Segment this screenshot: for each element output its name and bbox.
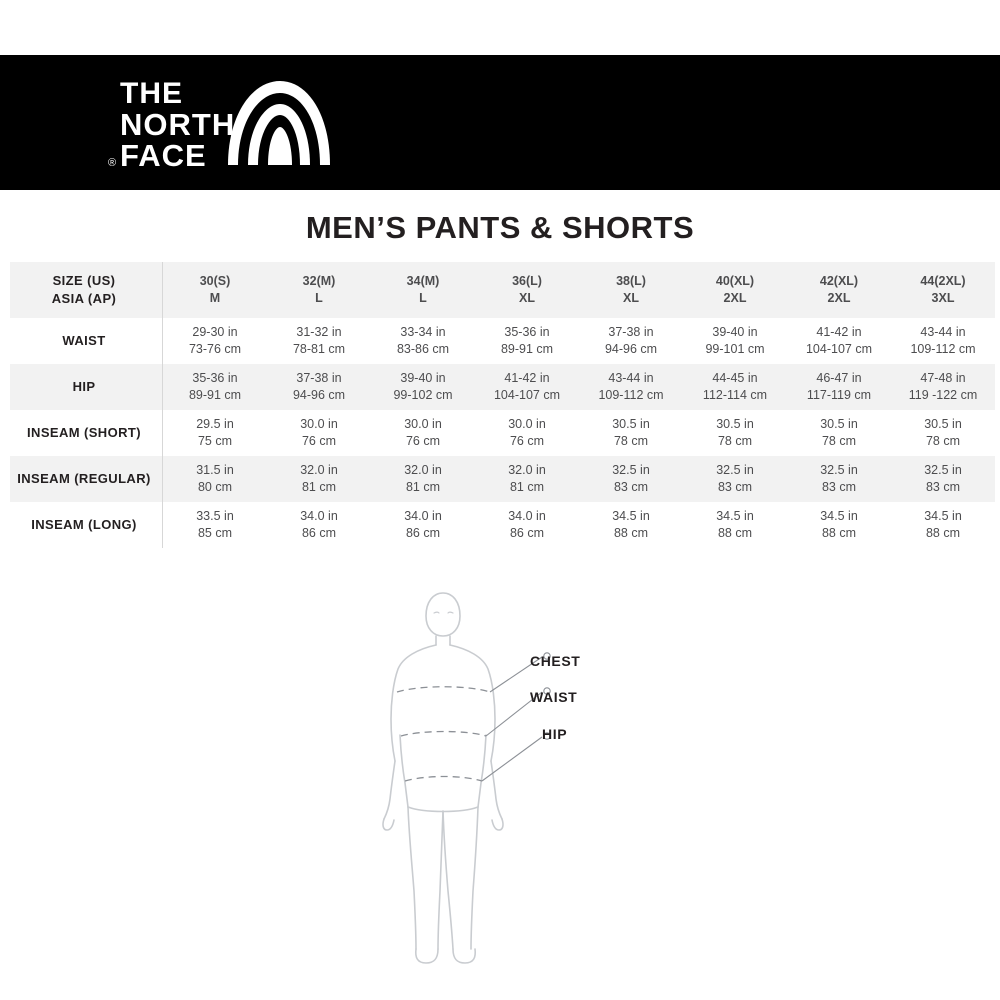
cell-inches: 29-30 in [192,325,238,340]
cell-cm: 86 cm [509,526,545,540]
cell-inches: 43-44 in [920,325,966,340]
table-cell [683,410,787,456]
cell-inches: 32.0 in [404,463,442,478]
table-cell [371,410,475,456]
table-cell [787,502,891,548]
table-cell [163,410,268,456]
hip-measure-line [405,777,482,782]
cell-inches: 30.5 in [716,417,754,432]
table-cell [787,456,891,502]
cell-cm: 78 cm [821,434,857,448]
cell-cm: 89-91 cm [500,342,554,356]
cell-cm: 86 cm [405,526,441,540]
table-header-row [10,262,995,318]
cell-inches: 30.0 in [404,417,442,432]
cell-inches: 34.5 in [820,509,858,524]
cell-inches: 30.0 in [300,417,338,432]
table-cell [475,502,579,548]
svg-text:®: ® [108,157,117,169]
cell-inches: 41-42 in [816,325,862,340]
table-cell [267,456,371,502]
cell-cm: 88 cm [925,526,961,540]
waist-measure-line [401,732,486,737]
table-corner-label [10,262,163,318]
cell-cm: 83 cm [613,480,649,494]
table-cell [891,410,995,456]
cell-inches: 34.5 in [716,509,754,524]
table-cell [891,456,995,502]
table-cell [163,364,268,410]
table-cell [267,364,371,410]
table-cell [891,364,995,410]
cell-cm: 117-119 cm [806,388,872,402]
cell-cm: 76 cm [405,434,441,448]
cell-cm: 99-102 cm [393,388,453,402]
cell-inches: 37-38 in [296,371,342,386]
table-cell [787,410,891,456]
size-chart-table [10,262,990,548]
cell-cm: 76 cm [301,434,337,448]
cell-cm: 88 cm [613,526,649,540]
cell-inches: 41-42 in [504,371,550,386]
cell-cm: 75 cm [197,434,233,448]
table-cell [371,502,475,548]
table-cell [683,364,787,410]
cell-inches: 34.0 in [300,509,338,524]
column-header [787,262,891,318]
column-header [371,262,475,318]
cell-cm: 73-76 cm [188,342,242,356]
column-header [267,262,371,318]
cell-inches: 34.5 in [612,509,650,524]
table-cell [267,318,371,364]
table-cell [475,318,579,364]
body-figure-icon [370,585,630,975]
cell-cm: 109-112 cm [598,388,664,402]
cell-inches: 46-47 in [816,371,862,386]
column-header-us: 40(XL) [715,274,755,289]
table-cell [163,318,268,364]
table-cell [579,364,683,410]
table-row [10,364,995,410]
column-header-us: 44(2XL) [920,274,966,289]
column-header-us: 34(M) [406,274,440,289]
cell-inches: 37-38 in [608,325,654,340]
cell-inches: 32.5 in [924,463,962,478]
cell-cm: 119 -122 cm [908,388,978,402]
column-header-ap: XL [519,291,535,305]
cell-inches: 47-48 in [920,371,966,386]
column-header-ap: L [315,291,323,305]
column-header-us: 30(S) [199,274,231,289]
cell-inches: 39-40 in [712,325,758,340]
table-cell [475,456,579,502]
column-header-ap: 3XL [931,291,955,305]
column-header [475,262,579,318]
cell-inches: 30.5 in [820,417,858,432]
table-cell [787,318,891,364]
column-header-us: 36(L) [512,274,542,289]
table-cell [787,364,891,410]
cell-cm: 81 cm [301,480,337,494]
diagram-label-chest: CHEST [530,653,581,669]
cell-cm: 76 cm [509,434,545,448]
cell-inches: 44-45 in [712,371,758,386]
corner-line-us: SIZE (US) [52,273,116,289]
row-label: INSEAM (REGULAR) [10,456,163,502]
measurement-diagram [0,585,1000,975]
header-band [0,55,1000,190]
cell-cm: 112-114 cm [702,388,768,402]
table-cell [579,410,683,456]
column-header [891,262,995,318]
cell-cm: 109-112 cm [910,342,976,356]
cell-cm: 88 cm [717,526,753,540]
cell-inches: 34.0 in [404,509,442,524]
table-cell [683,456,787,502]
cell-cm: 86 cm [301,526,337,540]
cell-cm: 88 cm [821,526,857,540]
cell-cm: 78 cm [613,434,649,448]
cell-cm: 83 cm [925,480,961,494]
table-cell [267,410,371,456]
cell-inches: 43-44 in [608,371,654,386]
table-cell [891,318,995,364]
column-header-ap: 2XL [827,291,851,305]
svg-text:THE: THE [120,77,183,110]
column-header-ap: M [209,291,221,305]
cell-inches: 35-36 in [504,325,550,340]
table-cell [371,456,475,502]
row-label: INSEAM (SHORT) [10,410,163,456]
cell-inches: 31.5 in [196,463,234,478]
table-row [10,502,995,548]
table-cell [579,456,683,502]
table-row [10,318,995,364]
corner-line-ap: ASIA (AP) [51,291,117,306]
table-row [10,410,995,456]
cell-cm: 83 cm [717,480,753,494]
table-cell [683,318,787,364]
cell-inches: 29.5 in [196,417,234,432]
table-cell [163,502,268,548]
table-cell [163,456,268,502]
cell-inches: 35-36 in [192,371,238,386]
column-header-ap: XL [623,291,639,305]
column-header-ap: 2XL [723,291,747,305]
cell-inches: 30.5 in [612,417,650,432]
half-dome-icon [228,81,330,165]
cell-cm: 83 cm [821,480,857,494]
brand-logo [108,73,330,173]
row-label: INSEAM (LONG) [10,502,163,548]
column-header [163,262,268,318]
cell-inches: 30.0 in [508,417,546,432]
table-cell [267,502,371,548]
table-cell [683,502,787,548]
cell-inches: 32.0 in [508,463,546,478]
cell-cm: 78 cm [925,434,961,448]
cell-cm: 104-107 cm [805,342,872,356]
row-label: WAIST [10,318,163,364]
cell-inches: 31-32 in [296,325,342,340]
cell-inches: 32.5 in [612,463,650,478]
table-cell [371,318,475,364]
table-cell [579,502,683,548]
cell-inches: 30.5 in [924,417,962,432]
cell-cm: 99-101 cm [705,342,765,356]
cell-cm: 78-81 cm [292,342,346,356]
cell-inches: 32.0 in [300,463,338,478]
column-header [579,262,683,318]
cell-cm: 78 cm [717,434,753,448]
table-cell [475,364,579,410]
svg-text:FACE: FACE [120,138,207,173]
column-header-us: 42(XL) [819,274,859,289]
table-cell [579,318,683,364]
cell-cm: 104-107 cm [493,388,560,402]
cell-inches: 32.5 in [820,463,858,478]
cell-cm: 83-86 cm [396,342,450,356]
column-header-us: 38(L) [616,274,646,289]
diagram-label-waist: WAIST [530,689,578,705]
page-title: MEN’S PANTS & SHORTS [305,210,695,245]
table-cell [891,502,995,548]
cell-cm: 81 cm [509,480,545,494]
cell-cm: 85 cm [197,526,233,540]
cell-inches: 34.5 in [924,509,962,524]
chest-measure-line [397,687,490,692]
cell-cm: 94-96 cm [604,342,658,356]
diagram-label-hip: HIP [542,726,568,742]
table-row [10,456,995,502]
column-header-ap: L [419,291,427,305]
table-cell [475,410,579,456]
row-label: HIP [10,364,163,410]
column-header [683,262,787,318]
cell-inches: 32.5 in [716,463,754,478]
column-header-us: 32(M) [302,274,336,289]
cell-cm: 80 cm [197,480,233,494]
cell-cm: 81 cm [405,480,441,494]
cell-inches: 33-34 in [400,325,446,340]
table-cell [371,364,475,410]
cell-inches: 34.0 in [508,509,546,524]
cell-inches: 39-40 in [400,371,446,386]
svg-text:NORTH: NORTH [120,107,236,142]
cell-cm: 94-96 cm [292,388,346,402]
cell-cm: 89-91 cm [188,388,242,402]
cell-inches: 33.5 in [196,509,234,524]
